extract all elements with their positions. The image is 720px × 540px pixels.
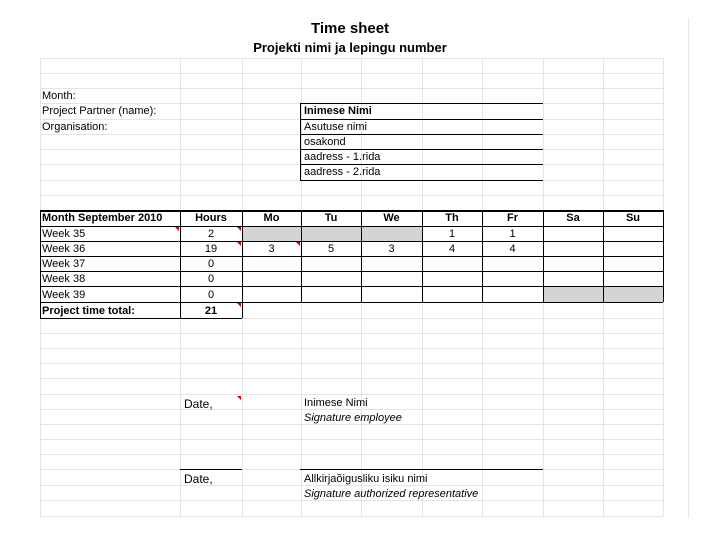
- table-right-border: [663, 210, 664, 302]
- comment-marker: [237, 227, 241, 231]
- table-header-mo: Mo: [263, 212, 280, 224]
- grid-row-line: [40, 439, 663, 440]
- table-header-we: We: [383, 212, 400, 224]
- info-box-left-border: [300, 103, 301, 180]
- table-header-su: Su: [625, 212, 641, 224]
- project-partner-label: Project Partner (name):: [42, 105, 157, 117]
- grid-row-line: [40, 348, 663, 349]
- signature-line-2: [300, 469, 543, 470]
- address-line-2: aadress - 2.rida: [304, 166, 381, 178]
- cell-hours: 2: [207, 228, 215, 240]
- week-label: Week 36: [42, 243, 86, 255]
- comment-marker: [237, 242, 241, 246]
- table-header-hours: Hours: [195, 212, 227, 224]
- table-row-divider: [40, 256, 663, 257]
- grid-row-line: [40, 454, 663, 455]
- representative-name: Allkirjaõigusliku isiku nimi: [304, 473, 428, 485]
- grid-row-line: [40, 58, 663, 59]
- comment-marker: [237, 396, 241, 400]
- grid-row-line: [40, 394, 663, 395]
- week-label: Week 37: [42, 258, 86, 270]
- table-left-border: [40, 210, 41, 318]
- table-row-divider: [40, 271, 663, 272]
- info-box-bottom-border: [300, 180, 543, 181]
- grid-row-line: [40, 378, 663, 379]
- signature-employee-caption: Signature employee: [304, 412, 402, 424]
- organisation-name: Asutuse nimi: [304, 121, 367, 133]
- grid-row-line: [40, 195, 663, 196]
- grid-row-line: [40, 333, 663, 334]
- person-name: Inimese Nimi: [304, 105, 372, 117]
- cell-th: 4: [448, 243, 456, 255]
- address-line-1: aadress - 1.rida: [304, 151, 381, 163]
- grid-row-line: [40, 363, 663, 364]
- cell-we: 3: [388, 243, 395, 255]
- grid-row-line: [40, 73, 663, 74]
- cell-hours: 19: [204, 243, 218, 255]
- table-header-th: Th: [445, 212, 459, 224]
- table-header-divider: [40, 226, 663, 227]
- table-header-fr: Fr: [507, 212, 518, 224]
- cell-tu: 5: [327, 243, 335, 255]
- comment-marker: [296, 242, 300, 246]
- cell-fr: 4: [509, 243, 516, 255]
- shaded-cells-week-35: [242, 226, 422, 241]
- signature-date-label-1: Date,: [184, 397, 213, 411]
- grid-row-line: [40, 88, 663, 89]
- signature-representative-caption: Signature authorized representative: [304, 488, 479, 500]
- organisation-label: Organisation:: [42, 121, 108, 133]
- cell-th: 1: [448, 228, 456, 240]
- grid-row-line: [40, 516, 663, 517]
- cell-fr: 1: [509, 228, 516, 240]
- document-subtitle: Projekti nimi ja lepingu number: [253, 40, 447, 55]
- table-column-divider: [242, 210, 243, 318]
- week-label: Week 35: [42, 228, 86, 240]
- table-header-tu: Tu: [324, 212, 338, 224]
- employee-name: Inimese Nimi: [304, 397, 368, 409]
- department: osakond: [304, 136, 346, 148]
- comment-marker: [175, 227, 179, 231]
- cell-hours: 0: [207, 289, 215, 301]
- document-title: Time sheet: [310, 20, 390, 37]
- cell-mo: 3: [268, 243, 275, 255]
- total-row-bottom-border: [40, 318, 242, 319]
- signature-date-label-2: Date,: [184, 472, 213, 486]
- table-header-month: Month September 2010: [42, 212, 163, 224]
- comment-marker: [237, 303, 241, 307]
- table-row-divider: [40, 286, 663, 287]
- week-label: Week 38: [42, 273, 86, 285]
- cell-hours: 0: [207, 273, 215, 285]
- total-value: 21: [204, 305, 218, 317]
- table-row-divider: [40, 302, 663, 303]
- grid-page-edge: [688, 18, 689, 518]
- month-label: Month:: [42, 90, 76, 102]
- cell-hours: 0: [207, 258, 215, 270]
- total-label: Project time total:: [42, 305, 135, 317]
- week-label: Week 39: [42, 289, 86, 301]
- date-line-2: [180, 469, 242, 470]
- table-header-sa: Sa: [566, 212, 580, 224]
